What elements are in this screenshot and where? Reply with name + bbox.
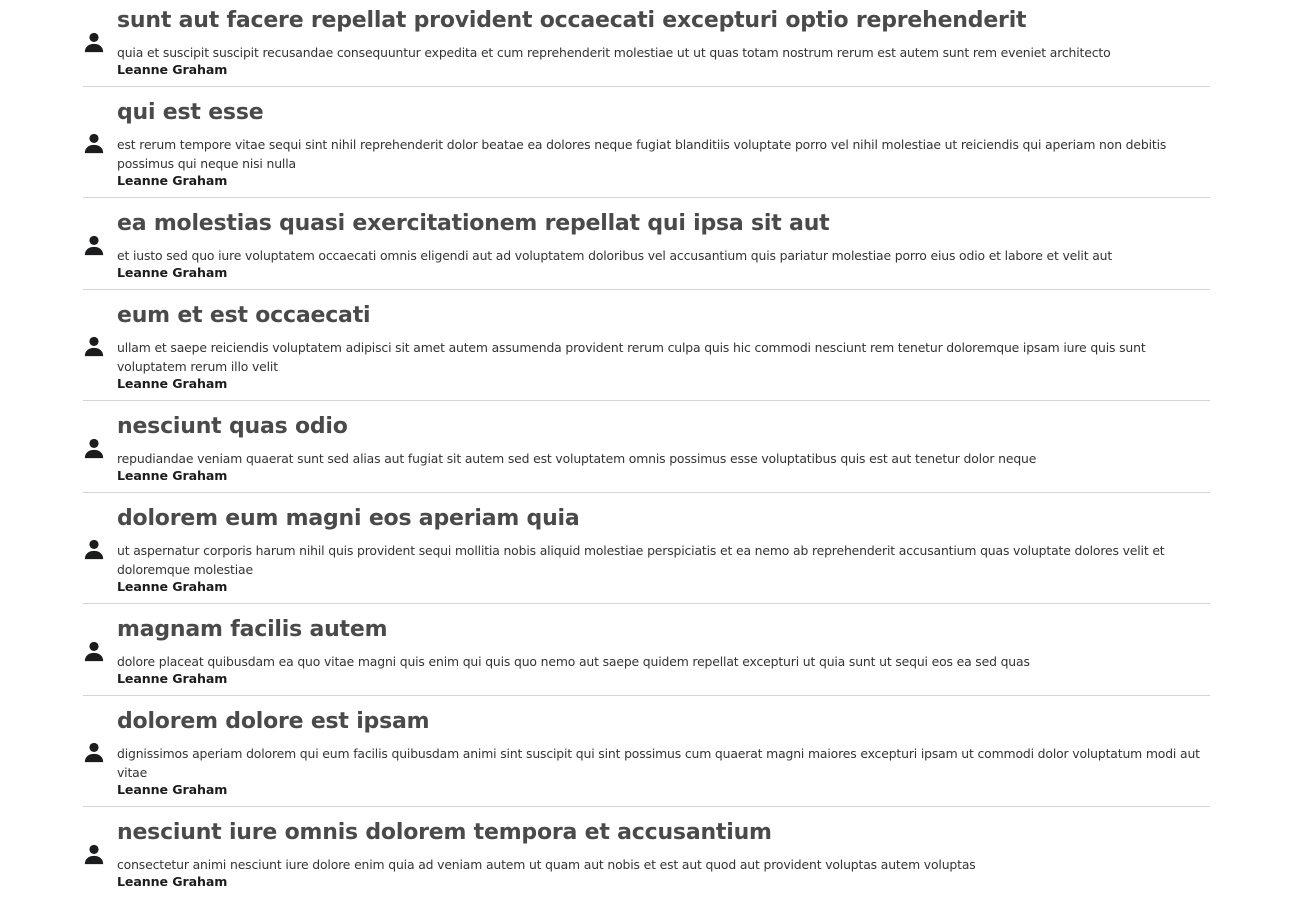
post-body: ullam et saepe reiciendis voluptatem adipisci sit amet autem assumenda provident rerum culpa quis hic commodi nesciunt rem tenetur doloremque ipsam iure quis sunt voluptatem rerum illo velit (117, 339, 1146, 374)
post-title[interactable]: nesciunt iure omnis dolorem tempora et accusantium (117, 819, 772, 845)
post-title[interactable]: dolorem dolore est ipsam (117, 708, 430, 734)
post-author: Leanne Graham (117, 172, 228, 188)
user-icon (83, 335, 105, 357)
post-item[interactable] (83, 198, 1210, 290)
post-author: Leanne Graham (117, 670, 228, 686)
post-content (117, 616, 1210, 686)
post-author: Leanne Graham (117, 61, 228, 77)
post-content (117, 505, 1210, 594)
post-body: consectetur animi nesciunt iure dolore enim quia ad veniam autem ut quam aut nobis et est aut quod aut provident voluptas autem voluptas (117, 856, 976, 872)
post-item[interactable] (83, 493, 1210, 604)
user-icon (83, 437, 105, 459)
post-title[interactable]: qui est esse (117, 99, 264, 125)
post-content (117, 210, 1210, 280)
post-title[interactable]: nesciunt quas odio (117, 413, 348, 439)
user-icon (83, 538, 105, 560)
post-body: est rerum tempore vitae sequi sint nihil reprehenderit dolor beatae ea dolores neque fugiat blanditiis voluptate porro vel nihil molestiae ut reiciendis qui aperiam non debitis possimus qui neque nisi nulla (117, 136, 1167, 171)
post-body: dignissimos aperiam dolorem qui eum facilis quibusdam animi sint suscipit qui sint possimus cum quaerat magni maiores excepturi ipsam ut commodi dolor voluptatum modi aut vitae (117, 745, 1200, 780)
post-item[interactable] (83, 401, 1210, 493)
post-author: Leanne Graham (117, 467, 228, 483)
post-list (83, 0, 1210, 898)
post-author: Leanne Graham (117, 578, 228, 594)
post-author: Leanne Graham (117, 873, 228, 889)
post-author: Leanne Graham (117, 781, 228, 797)
user-icon (83, 31, 105, 53)
post-content (117, 99, 1210, 188)
post-title[interactable]: sunt aut facere repellat provident occaecati excepturi optio reprehenderit (117, 7, 1027, 33)
user-icon (83, 843, 105, 865)
post-content (117, 413, 1210, 483)
post-body: repudiandae veniam quaerat sunt sed alias aut fugiat sit autem sed est voluptatem omnis possimus esse voluptatibus quis est aut tenetur dolor neque (117, 450, 1037, 466)
post-item[interactable] (83, 807, 1210, 898)
user-icon (83, 741, 105, 763)
user-icon (83, 234, 105, 256)
post-content (117, 708, 1210, 797)
post-body: quia et suscipit suscipit recusandae consequuntur expedita et cum reprehenderit molestiae ut ut quas totam nostrum rerum est autem sunt rem eveniet architecto (117, 44, 1111, 60)
post-content (117, 302, 1210, 391)
post-content (117, 7, 1210, 77)
post-title[interactable]: ea molestias quasi exercitationem repellat qui ipsa sit aut (117, 210, 830, 236)
post-body: et iusto sed quo iure voluptatem occaecati omnis eligendi aut ad voluptatem doloribus vel accusantium quis pariatur molestiae porro eius odio et labore et velit aut (117, 247, 1113, 263)
post-author: Leanne Graham (117, 375, 228, 391)
post-title[interactable]: eum et est occaecati (117, 302, 371, 328)
post-content (117, 819, 1210, 889)
post-title[interactable]: magnam facilis autem (117, 616, 388, 642)
post-item[interactable] (83, 290, 1210, 401)
post-item[interactable] (83, 604, 1210, 696)
post-title[interactable]: dolorem eum magni eos aperiam quia (117, 505, 580, 531)
post-item[interactable] (83, 0, 1210, 87)
user-icon (83, 640, 105, 662)
post-author: Leanne Graham (117, 264, 228, 280)
post-item[interactable] (83, 87, 1210, 198)
post-body: dolore placeat quibusdam ea quo vitae magni quis enim qui quis quo nemo aut saepe quidem repellat excepturi ut quia sunt ut sequi eos ea sed quas (117, 653, 1030, 669)
post-body: ut aspernatur corporis harum nihil quis provident sequi mollitia nobis aliquid molestiae perspiciatis et ea nemo ab reprehenderit accusantium quas voluptate dolores velit et doloremque molestiae (117, 542, 1165, 577)
post-item[interactable] (83, 696, 1210, 807)
user-icon (83, 132, 105, 154)
